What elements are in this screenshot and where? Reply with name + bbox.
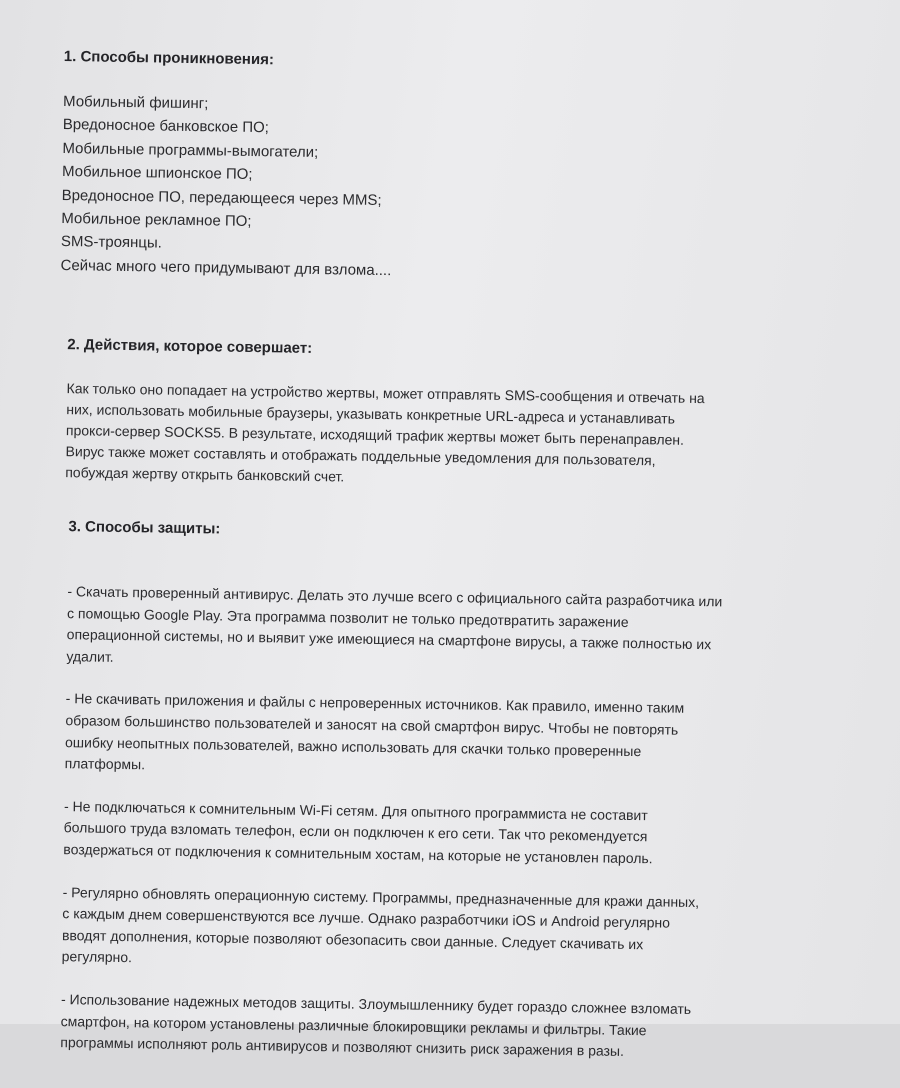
section-penetration-methods: [60, 46, 884, 290]
list-item: Мобильное рекламное ПО;: [61, 210, 252, 230]
list-item: Мобильное шпионское ПО;: [61, 163, 253, 184]
section-heading: 2. Действия, которое совершает:: [67, 336, 313, 357]
list-item: Мобильный фишинг;: [62, 92, 209, 113]
section-heading: 3. Способы защиты:: [68, 518, 221, 538]
list-item: Сейчас много чего придумывают для взлома....: [60, 256, 392, 280]
list-item: - Не скачивать приложения и файлы с непроверенных источников. Как правило, именно таким образом большинство пользователей и заносят на свой смартфон вирус. Чтобы не повторять ошибку неопытных пользователей, важно использовать для скачки только проверенные платформы.: [64, 690, 685, 773]
list-item: Вредоносное банковское ПО;: [62, 116, 270, 137]
list-item: Мобильные программы-вымогатели;: [62, 139, 319, 161]
list-item: SMS-троянцы.: [60, 233, 163, 252]
document-content: [60, 46, 884, 1060]
list-item: - Не подключаться к сомнительным Wi-Fi сетям. Для опытного программиста не составит большого труда взломать телефон, если он подключен к его сети. Так что рекомендуется воздержаться от подключения к сомнительным хостам, на которые не установлен пароль.: [63, 797, 653, 867]
list-item: - Использование надежных методов защиты. Злоумышленнику будет гораздо сложнее взломать смартфон, на котором установлены различные блокировщики рекламы и фильтры. Такие программы исполняют роль антивирусов и позволяют снизить риск заражения в разы.: [60, 990, 692, 1060]
protection-methods-list: [60, 560, 888, 1088]
penetration-methods-list: [60, 90, 883, 290]
section-heading: 1. Способы проникновения:: [63, 47, 275, 69]
section-protection-methods: [60, 516, 889, 1087]
list-item: Вредоносное ПО, передающееся через MMS;: [61, 186, 382, 209]
list-item: - Скачать проверенный антивирус. Делать это лучше всего с официального сайта разработчика или с помощью Google Play. Эта программа позволит не только предотвратить заражение операционной системы, но и выявит уже имеющиеся на смартфоне вирусы, а также полностью их удалит.: [66, 583, 723, 665]
section-actions: [65, 334, 887, 496]
actions-paragraph: Как только оно попадает на устройство жертвы, может отправлять SMS-сообщения и отвечать на них, использовать мобильные браузеры, указывать конкретные URL-адреса и устанавливать прокси-сервер SOCKS5. В результате, исходящий трафик жертвы может быть перенаправлен. Вирус также может составлять и отображать поддельные уведомления для пользователя, побуждая жертву открыть банковский счет.: [65, 380, 705, 485]
list-item: - Регулярно обновлять операционную систему. Программы, предназначенные для кражи данных, с каждым днем совершенствуются все лучше. Однако разработчики iOS и Android регулярно вводят дополнения, которые позволяют обезопасить свои данные. Следует скачивать их регулярно.: [61, 883, 700, 966]
